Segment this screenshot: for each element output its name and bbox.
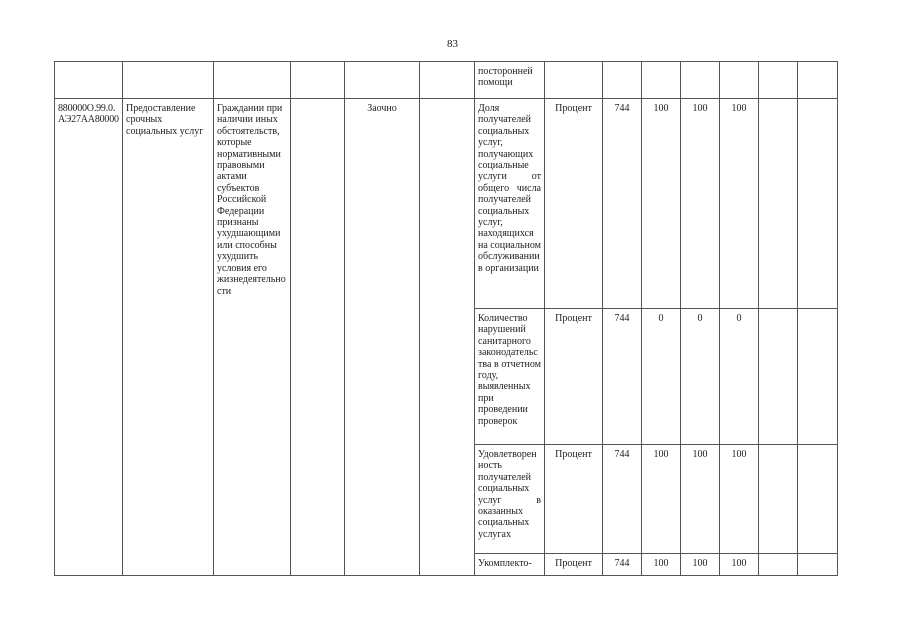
table-cell (759, 62, 798, 99)
indicator-okei: 744 (603, 99, 642, 309)
table-cell (720, 62, 759, 99)
table-cell (798, 99, 838, 309)
indicator-okei: 744 (603, 445, 642, 554)
table-cell (545, 62, 603, 99)
indicator-value: 100 (642, 99, 681, 309)
table-cell (291, 99, 345, 576)
table-cell (603, 62, 642, 99)
table-cell (55, 62, 123, 99)
registry-code: 880000О.99.0.АЭ27АА80000 (55, 99, 123, 576)
table-cell (798, 445, 838, 554)
table-cell (345, 62, 420, 99)
table-cell (759, 309, 798, 445)
indicator-value: 100 (642, 445, 681, 554)
recipient-category: Граждании при наличии иных обстоятельств, которые нормативными правовыми актами субъектов Российской Федерации признаны ухудшающими или способны ухудшить условия его жизнедеятельности (214, 99, 291, 576)
table-cell (798, 62, 838, 99)
continuation-row (55, 62, 838, 99)
indicator-value: 100 (681, 445, 720, 554)
table-cell (681, 62, 720, 99)
indicator-unit: Процент (545, 99, 603, 309)
indicator-name: Доля получателей социальных услуг, получающих социальные услуги от общего числа получателей социальных услуг, находящихся на социальном обслуживании в организации (475, 99, 545, 309)
table-cell (291, 62, 345, 99)
indicator-value: 100 (720, 445, 759, 554)
indicator-value: 0 (720, 309, 759, 445)
indicator-value: 100 (681, 99, 720, 309)
indicator-okei: 744 (603, 309, 642, 445)
indicator-name: Удовлетворенность получателей социальных услуг в оказанных социальных услугах (475, 445, 545, 554)
indicator-value: 0 (681, 309, 720, 445)
indicator-unit: Процент (545, 554, 603, 576)
table-cell (759, 99, 798, 309)
table-cell (420, 99, 475, 576)
table-cell (798, 554, 838, 576)
table-row (55, 99, 838, 309)
table-cell (214, 62, 291, 99)
indicator-value: 100 (642, 554, 681, 576)
indicator-value: 0 (642, 309, 681, 445)
indicator-name: Количество нарушений санитарного законодательства в отчетном году, выявленных при проведении проверок (475, 309, 545, 445)
indicator-name: посторонней помощи (475, 62, 545, 99)
service-name: Предоставление срочных социальных услуг (123, 99, 214, 576)
table-cell (759, 554, 798, 576)
indicator-value: 100 (720, 554, 759, 576)
page-number: 83 (447, 38, 458, 50)
table-cell (123, 62, 214, 99)
table-cell (759, 445, 798, 554)
indicator-okei: 744 (603, 554, 642, 576)
indicator-value: 100 (681, 554, 720, 576)
indicator-value: 100 (720, 99, 759, 309)
service-form: Заочно (345, 99, 420, 576)
table-cell (642, 62, 681, 99)
indicator-unit: Процент (545, 445, 603, 554)
services-table (54, 61, 838, 576)
table-cell (798, 309, 838, 445)
indicator-unit: Процент (545, 309, 603, 445)
table-cell (420, 62, 475, 99)
indicator-name: Укомплекто- (475, 554, 545, 576)
